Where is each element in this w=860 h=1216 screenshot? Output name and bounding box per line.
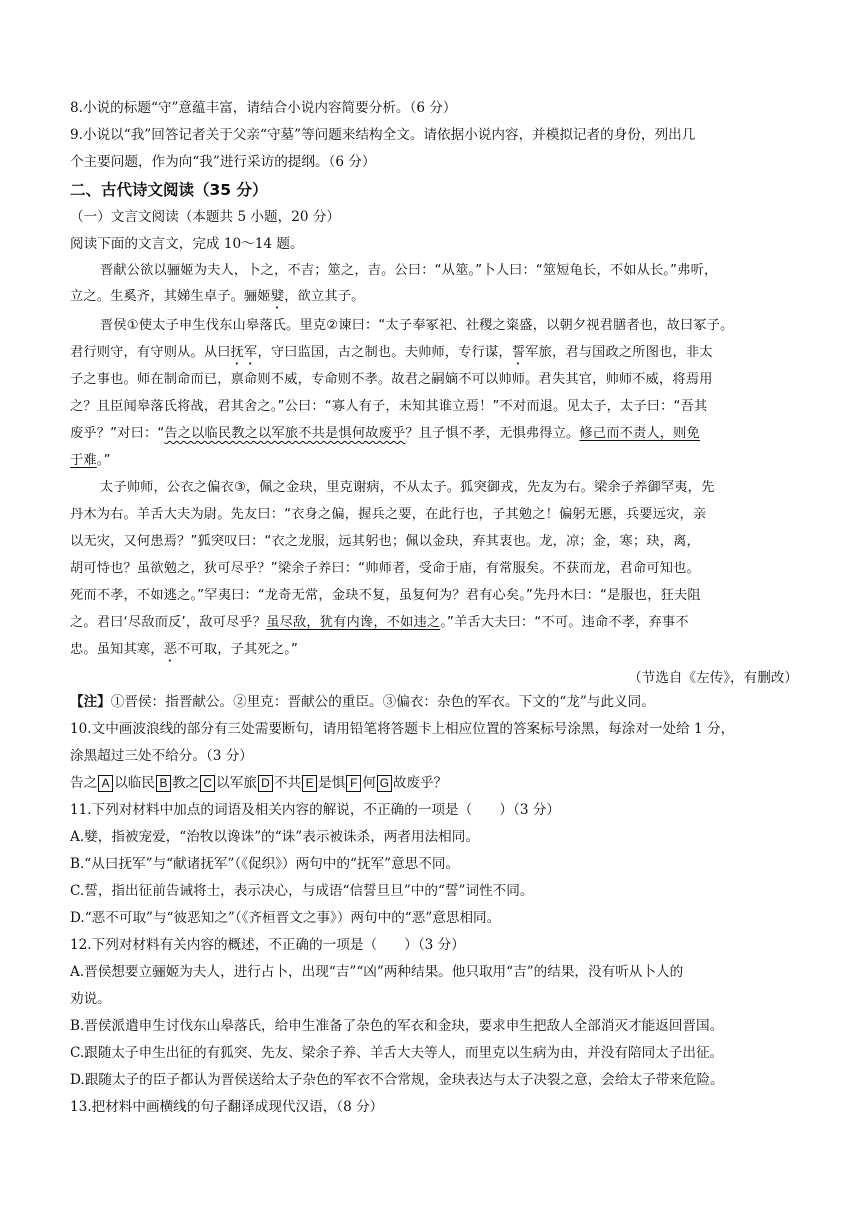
- question-12-option-c: C.跟随太子申生出征的有狐突、先友、梁余子养、羊舌大夫等人，而里克以生病为由，并没有陪同太子出征。: [70, 1045, 724, 1061]
- passage-text: ，守曰监国，古之制也。夫帅师，专行谋，: [257, 345, 512, 360]
- passage-text: 忠。虽知其寒，: [70, 642, 164, 657]
- dotted-word: 抚军: [230, 345, 258, 360]
- passage-text: 。”羊舌大夫曰：“不可。违命不孝，弃事不: [440, 615, 689, 630]
- question-10-segmentation: [70, 773, 798, 793]
- note-label: 【注】: [70, 694, 111, 710]
- question-12-option-a-line-2: 劝说。: [70, 991, 111, 1007]
- passage-p3-line-5: 死而不孝，不如逃之。”罕夷曰：“龙奇无常，金玦不复，虽复何为？君有心矣。”先丹木曰：“是服也，狂夫阻: [70, 588, 701, 603]
- question-12-option-a-line-1: A.晋侯想要立骊姬为夫人，进行占卜，出现“吉”“凶”两种结果。他只取用“吉”的结果，没有听从卜人的: [70, 964, 684, 980]
- question-9-line-1: 9.小说以“我”回答记者关于父亲“守墓”等问题来结构全文。请依据小说内容，并模拟记者的身份，列出几: [70, 127, 696, 143]
- segment-text: 以临民: [114, 775, 155, 791]
- passage-p3-line-3: 以无灾，又何患焉？”狐突叹曰：“衣之龙服，远其躬也；佩以金玦，弃其衷也。龙，凉；金，寒；玦，离，: [70, 534, 700, 549]
- passage-source: （节选自《左传》，有删改）: [628, 670, 798, 686]
- passage-text: ，欲立其子。: [284, 289, 365, 304]
- question-11-option-a: A.嬖，指被宠爱，“治牧以谗诛”的“诛”表示被诛杀，两者用法相同。: [70, 829, 479, 845]
- passage-p3-line-4: 胡可恃也？虽欲勉之，狄可尽乎？”梁余子养曰：“帅师者，受命于庙，有常服矣。不获而龙，君命可知也。: [70, 561, 700, 576]
- passage-p1-line-1: 晋献公欲以骊姬为夫人，卜之，不吉；筮之，吉。公曰：“从筮。”卜人曰：“筮短龟长，不如从长。”弗听，: [100, 263, 718, 278]
- passage-p3-line-1: 太子帅师，公衣之偏衣③，佩之金玦，里克谢病，不从太子。狐突御戎，先友为右。梁余子养御罕夷，先: [100, 480, 715, 495]
- question-11-option-b: B.“从曰抚军”与“献诸抚军”（《促织》）两句中的“抚军”意思不同。: [70, 856, 460, 872]
- passage-text: 君行则守，有守则从。从曰: [70, 345, 231, 360]
- segment-text: 何: [362, 775, 376, 791]
- passage-text: 废乎？”对曰：“: [70, 426, 165, 441]
- break-option-d[interactable]: D: [258, 775, 273, 792]
- dotted-word: 恶: [163, 642, 178, 657]
- underlined-sentence: 虽尽敌，犹有内谗，不如违之: [266, 615, 441, 630]
- section-heading-ancient-poetry: 二、古代诗文阅读（35 分）: [70, 181, 268, 199]
- break-option-f[interactable]: F: [346, 775, 361, 792]
- question-11-option-c: C.誓，指出征前告诫将士，表示决心，与成语“信誓旦旦”中的“誓”词性不同。: [70, 883, 534, 899]
- segment-text: 告之: [70, 775, 98, 791]
- break-option-e[interactable]: E: [302, 775, 317, 792]
- dotted-word: 嬖: [270, 289, 285, 304]
- passage-p1-line-2: [70, 287, 798, 312]
- dotted-word: 誓: [511, 345, 526, 360]
- passage-p2-line-5: [70, 424, 798, 444]
- passage-p2-line-4: 之？且臣闻皋落氏将战，君其舍之。”公曰：“寡人有子，未知其谁立焉！”不对而退。见太子，太子曰：“吾其: [70, 399, 708, 414]
- passage-p2-line-3: 子之事也。师在制命而已，禀命则不威，专命则不孝。故君之嗣嫡不可以帅师。君失其官，帅师不威，将焉用: [70, 372, 713, 387]
- break-option-g[interactable]: G: [377, 775, 392, 792]
- note-text: ①晋侯：指晋献公。②里克：晋献公的重臣。③偏衣：杂色的军衣。下文的“龙”与此义同。: [110, 694, 655, 710]
- passage-text: 不可取，子其死之。”: [177, 642, 299, 657]
- passage-p2-line-2: [70, 343, 798, 368]
- break-option-b[interactable]: B: [156, 775, 171, 792]
- passage-text: 军旅，君与国政之所图也，非太: [525, 345, 713, 360]
- passage-p3-line-2: 丹木为右。羊舌大夫为尉。先友曰：“衣身之偏，握兵之要，在此行也，子其勉之！偏躬无慝，兵要远灾，亲: [70, 507, 707, 522]
- question-12-stem: 12.下列对材料有关内容的概述，不正确的一项是（ ）（3 分）: [70, 937, 465, 953]
- question-11-option-d: D.“恶不可取”与“彼恶知之”（《齐桓晋文之事》）两句中的“恶”意思相同。: [70, 910, 501, 926]
- passage-p2-line-6: [70, 451, 798, 471]
- passage-p2-line-1: 晋侯①使太子申生伐东山皋落氏。里克②谏曰：“太子奉冢祀、社稷之粢盛，以朝夕视君膳者也，故曰冢子。: [100, 318, 734, 333]
- segment-text: 不共: [273, 775, 302, 791]
- question-9-line-2: 个主要问题，作为向“我”进行采访的提纲。（6 分）: [70, 154, 376, 170]
- break-option-a[interactable]: A: [98, 775, 113, 792]
- passage-p3-line-6: [70, 613, 798, 633]
- segment-text: 以军旅: [216, 775, 257, 791]
- question-12-option-d: D.跟随太子的臣子都认为晋侯送给太子杂色的军衣不合常规，金玦表达与太子决裂之意，会给太子带来危险。: [70, 1072, 724, 1088]
- passage-text: 。”: [96, 453, 111, 468]
- passage-text: ？且子惧不孝，无惧弗得立。: [405, 426, 580, 441]
- segment-text: 教之: [171, 775, 200, 791]
- question-12-option-b: B.晋侯派遣申生讨伐东山皋落氏，给申生准备了杂色的军衣和金玦，要求申生把敌人全部消灭才能返回晋国。: [70, 1018, 724, 1034]
- passage-text: 之。君曰‘尽敌而反’，敌可尽乎？: [70, 615, 267, 630]
- reading-instruction: 阅读下面的文言文，完成 10～14 题。: [70, 236, 304, 252]
- wavy-underlined-sentence: 告之以临民教之以军旅不共是惧何故废乎: [164, 426, 406, 441]
- segment-text: 故废乎？: [392, 775, 448, 791]
- question-13: 13.把材料中画横线的句子翻译成现代汉语，（8 分）: [70, 1099, 384, 1115]
- passage-p3-line-7: [70, 640, 798, 665]
- subsection-classical-chinese: （一）文言文阅读（本题共 5 小题，20 分）: [70, 209, 341, 225]
- question-10-line-2: 涂黑超过三处不给分。（3 分）: [70, 748, 253, 764]
- underlined-sentence: 修己而不责人，则免: [579, 426, 700, 441]
- passage-text: 立之。生奚齐，其娣生卓子。骊姬: [70, 289, 271, 304]
- annotation-note: [70, 692, 798, 712]
- question-10-line-1: 10.文中画波浪线的部分有三处需要断句，请用铅笔将答题卡上相应位置的答案标号涂黑，每涂对一处给 1 分，: [70, 721, 735, 737]
- question-8: 8.小说的标题“守”意蕴丰富，请结合小说内容简要分析。（6 分）: [70, 100, 457, 116]
- break-option-c[interactable]: C: [200, 775, 215, 792]
- underlined-sentence: 于难: [70, 453, 97, 468]
- question-11-stem: 11.下列对材料中加点的词语及相关内容的解说，不正确的一项是（ ）（3 分）: [70, 802, 560, 818]
- segment-text: 是惧: [318, 775, 346, 791]
